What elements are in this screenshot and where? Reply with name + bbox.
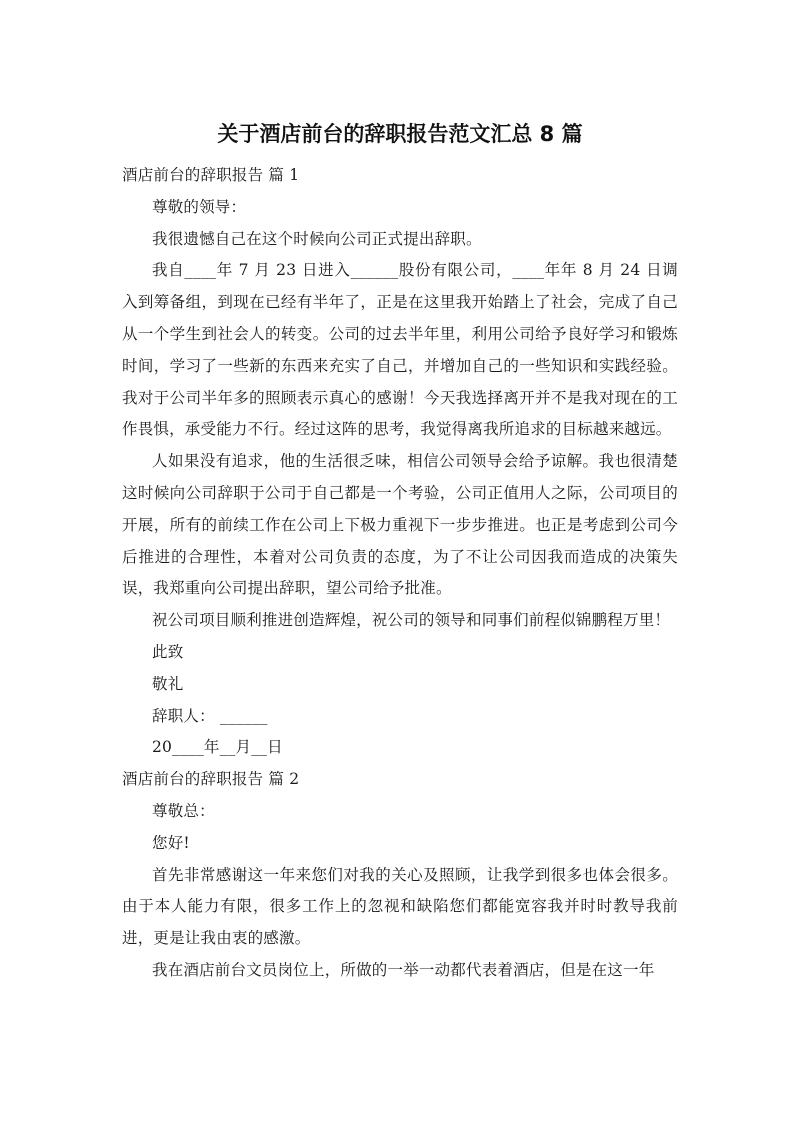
paragraph: 辞职人： ______ [152, 706, 268, 725]
document-title: 关于酒店前台的辞职报告范文汇总 8 篇 [217, 122, 583, 146]
paragraph: 敬礼 [152, 674, 184, 693]
paragraph: 人如果没有追求，他的生活很乏味，相信公司领导会给予谅解。我也很清楚这时候向公司辞职于公司于自己都是一个考验，公司正值用人之际，公司项目的开展，所有的前续工作在公司上下极力重视下一步步推进。也正是考虑到公司今后推进的合理性，本着对公司负责的态度，为了不让公司因我而造成的决策失误，我郑重向公司提出辞职，望公司给予批准。 [122, 452, 678, 598]
paragraph: 我在酒店前台文员岗位上，所做的一举一动都代表着酒店，但是在这一年 [152, 960, 655, 979]
paragraph: 尊敬的领导： [152, 197, 247, 216]
paragraph: 我自____年 7 月 23 日进入______股份有限公司，____年年 8 月 24 日调入到筹备组，到现在已经有半年了，正是在这里我开始踏上了社会，完成了自己从一个学生到社会人的转变。公司的过去半年里，利用公司给予良好学习和锻炼时间，学习了一些新的东西来充实了自己，并增加自己的一些知识和实践经验。我对于公司半年多的照顾表示真心的感谢！今天我选择离开并不是我对现在的工作畏惧，承受能力不行。经过这阵的思考，我觉得离我所追求的目标越来越远。 [122, 261, 678, 439]
paragraph: 首先非常感谢这一年来您们对我的关心及照顾，让我学到很多也体会很多。由于本人能力有限，很多工作上的忽视和缺陷您们都能宽容我并时时教导我前进，更是让我由衷的感激。 [122, 865, 678, 948]
paragraph: 您好! [152, 833, 190, 852]
document-body [122, 160, 678, 987]
paragraph: 20____年__月__日 [152, 738, 283, 757]
section-heading: 酒店前台的辞职报告 篇 2 [122, 770, 300, 789]
section-heading: 酒店前台的辞职报告 篇 1 [122, 166, 300, 184]
paragraph: 祝公司项目顺利推进创造辉煌，祝公司的领导和同事们前程似锦鹏程万里！ [152, 611, 671, 630]
paragraph: 此致 [152, 642, 184, 661]
paragraph: 尊敬总： [152, 801, 215, 820]
paragraph: 我很遗憾自己在这个时候向公司正式提出辞职。 [152, 229, 482, 248]
